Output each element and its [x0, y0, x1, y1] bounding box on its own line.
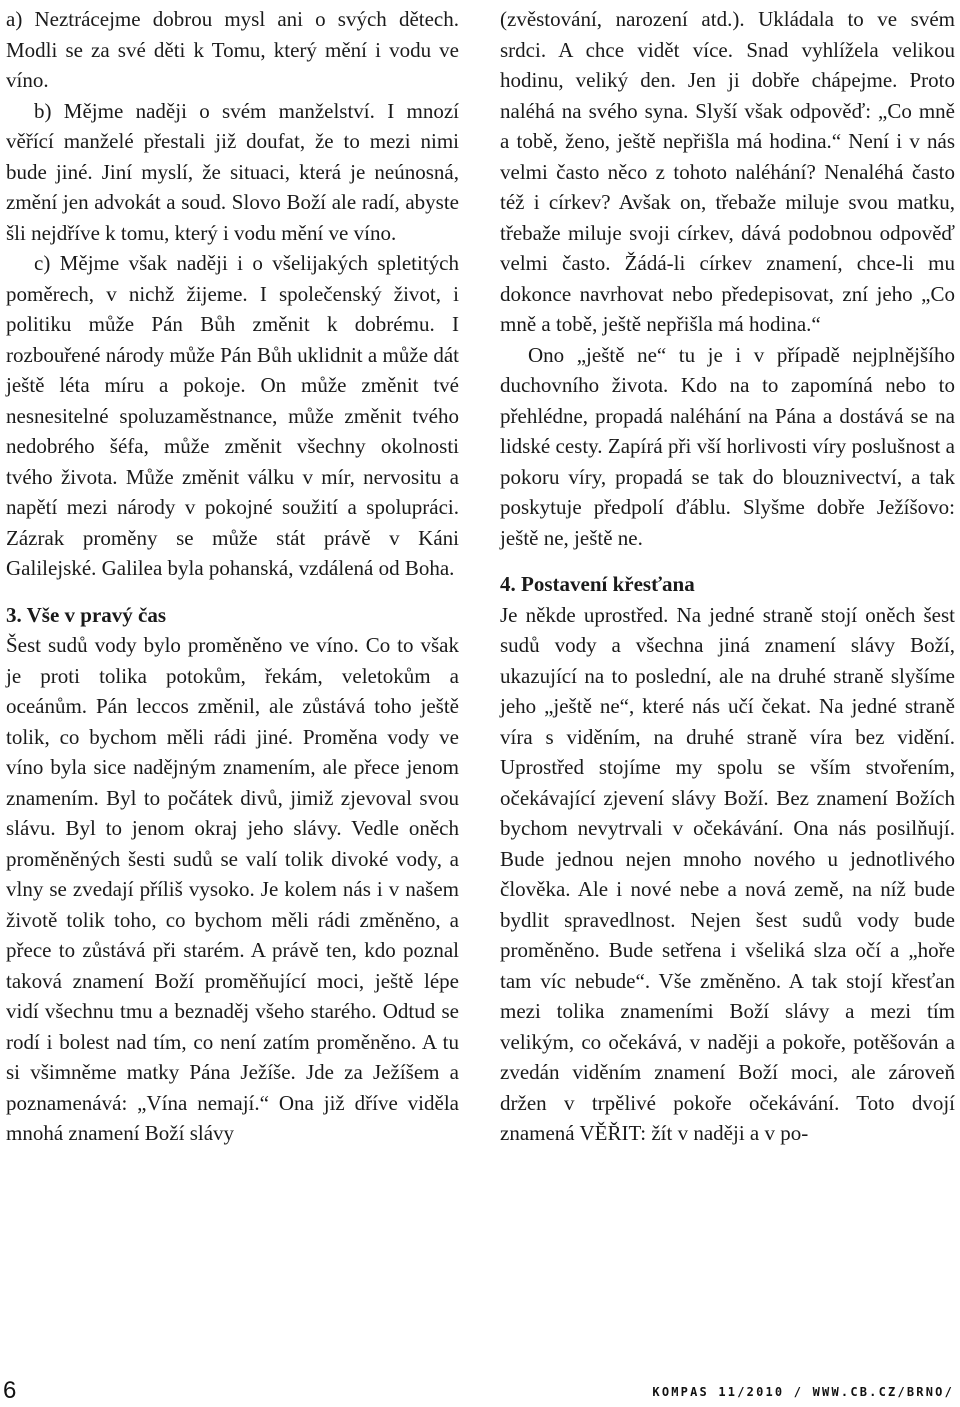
section-gap	[500, 553, 955, 569]
section-heading-3: 3. Vše v pravý čas	[6, 602, 167, 627]
paragraph-c: c) Mějme však naději i o všelijakých spletitých poměrech, v nichž žijeme. I společenský život, i politiku může Pán Bůh změnit k dobrému. I rozbouřené národy může Pán Bůh uklidnit a může dát ještě léta míru a pokoje. On může změnit tvé nesnesitelné spoluzaměstnance, může změnit tvého nedobrého šéfa, může změnit všechny okolnosti tvého života. Může změnit válku v mír, nervositu a napětí mezi národy v pokojné soužití a spolupráci. Zázrak proměny se může stát právě v Káni Galilejské. Galilea byla pohanská, vzdálená od Boha.	[6, 251, 459, 580]
left-column	[6, 4, 459, 1149]
paragraph-section-3: Šest sudů vody bylo proměněno ve víno. Co to však je proti tolika potokům, řekám, veletokům a oceánům. Pán leccos změnil, ale zůstává toho ještě tolik, co bychom měli rádi jiné. Proměna vody ve víno byla sice nadějným znamením, ale přece jenom znamením. Byl to počátek divů, jimiž zjevoval svou slávu. Byl to jenom okraj jeho slávy. Vedle oněch proměněných šesti sudů se valí tolik divoké vody, a vlny se zvedají příliš vysoko. Je kolem nás i v našem životě tolik toho, co bychom měli rádi změněno, a přece to zůstává při starém. A právě ten, kdo poznal taková znamení Boží proměňující moci, ještě lépe vidí všechnu tmu a beznaděj všeho starého. Odtud se rodí i bolest nad tím, co není zatím proměněno. A tu si všimněme matky Pána Ježíše. Jde za Ježíšem a poznamenává: „Vína nemají.“ Ona již dříve viděla mnohá znamení Boží slávy	[6, 633, 459, 1145]
right-column	[500, 4, 955, 1149]
paragraph-a: a) Neztrácejme dobrou mysl ani o svých dětech. Modli se za své děti k Tomu, který mění i vodu ve víno.	[6, 7, 459, 92]
section-gap	[6, 584, 459, 600]
section-heading-4: 4. Postavení křesťana	[500, 572, 695, 596]
paragraph-ono: Ono „ještě ne“ tu je i v případě nejplnějšího duchovního života. Kdo na to zapomíná nebo to přehlédne, propadá naléhání na Pána a dostává se na lidské cesty. Zapírá při vší horlivosti víry poslušnost a pokoru víry, propadá se tak do blouznivectví, a tak poskytuje předpolí ďáblu. Slyšme dobře Ježíšovo: ještě ne, ještě ne.	[500, 342, 955, 550]
paragraph-section-4: Je někde uprostřed. Na jedné straně stojí oněch šest sudů vody a všechna jiná znamení slávy Boží, ukazující na to poslední, ale na druhé straně slyšíme jeho „ještě ne“, které nás učí čekat. Na jedné straně víra s viděním, na druhé straně víra bez vidění. Uprostřed stojíme my spolu se vším stvořením, očekávající zjevení slávy Boží. Bez znamení Božích bychom nevytrvali v očekávání. Ona nás posilňují. Bude jednou nejen mnoho nového u jednotlivého člověka. Ale i nové nebe a nová země, na níž bude bydlit spravedlnost. Nejen šest sudů vody bude proměněno. Bude setřena i všeliká slza očí a „hoře tam víc nebude“. Vše změněno. A tak stojí křesťan mezi tolika znameními Boží slávy a mezi tím velikým, co očekává, v naději a pokoře, potěšován a zvedán viděním znamení Boží moci, ale zároveň držen v trpělivé pokoře očekávání. Toto dvojí znamená VĚŘIT: žít v naději a v po-	[500, 602, 955, 1145]
paragraph-b: b) Mějme naději o svém manželství. I mnozí věřící manželé přestali již doufat, že to mezi nimi bude jiné. Jiní myslí, že situaci, která je neúnosná, změní jen advokát a soud. Slovo Boží ale radí, abyste šli nejdříve k tomu, který i vodu mění ve víno.	[6, 98, 459, 245]
footer-text: KOMPAS 11/2010 / WWW.CB.CZ/BRNO/	[652, 1385, 954, 1399]
page-number: 6	[3, 1377, 17, 1404]
paragraph-continuation: (zvěstování, narození atd.). Ukládala to ve svém srdci. A chce vidět více. Snad vyhlížela velikou hodinu, veliký den. Jen ji dobře chápejme. Proto naléhá na svého syna. Slyší však odpověď: „Co mně a tobě, ženo, ještě nepřišla má hodina.“ Není i v nás velmi často něco z tohoto naléhání? Nenaléhá často též i církev? Avšak on, třebaže miluje svou matku, třebaže miluje svoji církev, dává podobnou odpověď velmi často. Žádá-li církev znamení, chce-li mu dokonce navrhovat nebo předepisovat, zní jeho „Co mně a tobě, ještě nepřišla má hodina.“	[500, 7, 955, 336]
